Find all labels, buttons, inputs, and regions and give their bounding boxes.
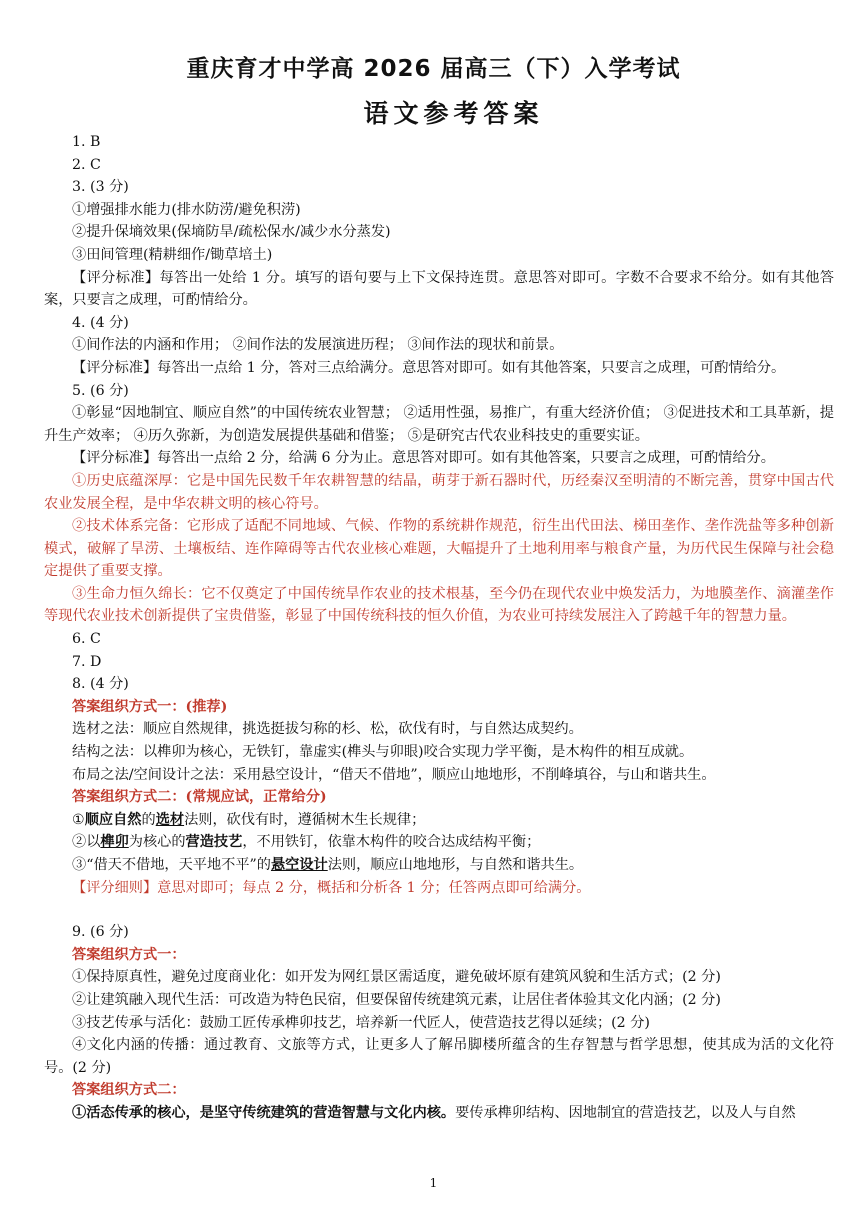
- answer-9-method-1-point-2: ②让建筑融入现代生活：可改造为特色民宿，但要保留传统建筑元素，让居住者体验其文化内涵；(2 分): [72, 991, 721, 1008]
- answer-8-method-1-point-2: 结构之法：以榫卯为核心，无铁钉，靠虚实(榫头与卯眼)咬合实现力学平衡，是木构件的相互成就。: [72, 744, 694, 761]
- answer-5-reference-2: ②技术体系完备：它形成了适配不同地域、气候、作物的系统耕作规范，衍生出代田法、梯田垄作、垄作洗盐等多种创新模式，破解了旱涝、土壤板结、连作障碍等古代农业核心难题，大幅提升了土地利用率与粮食产量，为历代民生保障与社会稳定提供了重要支撑。: [44, 518, 834, 580]
- answer-5-reference-1: ①历史底蕴深厚：它是中国先民数千年农耕智慧的结晶，萌芽于新石器时代，历经秦汉至明清的不断完善，贯穿中国古代农业发展全程，是中华农耕文明的核心符号。: [44, 472, 834, 512]
- answer-9-method-1-point-1: ①保持原真性，避免过度商业化：如开发为网红景区需适度，避免破坏原有建筑风貌和生活方式；(2 分): [72, 969, 721, 986]
- answer-8-method-1-label: 答案组织方式一：(推荐): [72, 698, 228, 715]
- answer-9-method-2-label: 答案组织方式二：: [72, 1082, 186, 1099]
- answer-9-method-1-point-3: ③技艺传承与活化：鼓励工匠传承榫卯技艺，培养新一代匠人，使营造技艺得以延续；(2 分): [72, 1014, 650, 1031]
- answer-3-point-2: ②提升保墒效果(保墒防旱/疏松保水/减少水分蒸发): [72, 224, 391, 241]
- answer-9-heading: 9. (6 分): [72, 924, 129, 941]
- page-subtitle: 语文参考答案: [363, 99, 544, 128]
- answer-9-method-1-label: 答案组织方式一：: [72, 946, 186, 963]
- spacer: [44, 899, 834, 921]
- answer-6: 6. C: [72, 631, 101, 648]
- answer-4-heading: 4. (4 分): [72, 314, 129, 331]
- answer-5-points: ①彰显“因地制宜、顺应自然”的中国传统农业智慧； ②适用性强，易推广，有重大经济价值； ③促进技术和工具革新，提升生产效率； ④历久弥新，为创造发展提供基础和借鉴； ⑤是研究古代农业科技史的重要实证。: [44, 405, 834, 444]
- answer-1: 1. B: [72, 134, 101, 150]
- answer-3-point-1: ①增强排水能力(排水防涝/避免积涝): [72, 201, 301, 218]
- answer-3-point-3: ③田间管理(精耕细作/锄草培土): [72, 246, 273, 263]
- answer-8-method-1-point-1: 选材之法：顺应自然规律，挑选挺拔匀称的杉、松，砍伐有时，与自然达成契约。: [72, 721, 583, 738]
- answer-body: [44, 131, 834, 1125]
- answer-2: 2. C: [72, 156, 101, 173]
- answer-8-method-2-point-2: ②以榫卯为核心的营造技艺，不用铁钉，依靠木构件的咬合达成结构平衡；: [72, 834, 541, 851]
- answer-9-method-2-point-1: ①活态传承的核心，是坚守传统建筑的营造智慧与文化内核。要传承榫卯结构、因地制宜的营造技艺，以及人与自然: [72, 1104, 796, 1121]
- answer-3-scoring: 【评分标准】每答出一处给 1 分。填写的语句要与上下文保持连贯。意思答对即可。字数不合要求不给分。如有其他答案，只要言之成理，可酌情给分。: [44, 269, 834, 309]
- answer-8-method-2-label: 答案组织方式二：(常规应试，正常给分): [72, 789, 327, 806]
- answer-5-heading: 5. (6 分): [72, 382, 129, 399]
- answer-4-points: ①间作法的内涵和作用； ②间作法的发展演进历程； ③间作法的现状和前景。: [72, 337, 564, 354]
- page-number: 1: [429, 1176, 438, 1190]
- page-title: 重庆育才中学高 2026 届高三（下）入学考试: [186, 56, 681, 82]
- answer-8-method-2-point-3: ③“借天不借地，天平地不平”的悬空设计法则，顺应山地地形，与自然和谐共生。: [72, 857, 584, 873]
- answer-8-method-1-point-3: 布局之法/空间设计之法：采用悬空设计，“借天不借地”，顺应山地地形，不削峰填谷，与山和谐共生。: [72, 766, 716, 783]
- answer-5-reference-3: ③生命力恒久绵长：它不仅奠定了中国传统旱作农业的技术根基，至今仍在现代农业中焕发活力，为地膜垄作、滴灌垄作等现代农业技术创新提供了宝贵借鉴，彰显了中国传统科技的恒久价值，为农业可持续发展注入了跨越千年的智慧力量。: [44, 585, 834, 625]
- answer-4-scoring: 【评分标准】每答出一点给 1 分，答对三点给满分。意思答对即可。如有其他答案，只要言之成理，可酌情给分。: [72, 359, 786, 376]
- answer-9-method-1-point-4: ④文化内涵的传播：通过教育、文旅等方式，让更多人了解吊脚楼所蕴含的生存智慧与哲学思想，使其成为活的文化符号。(2 分): [44, 1037, 834, 1076]
- answer-7: 7. D: [72, 653, 102, 670]
- answer-8-scoring: 【评分细则】意思对即可；每点 2 分，概括和分析各 1 分；任答两点即可给满分。: [72, 879, 591, 896]
- answer-8-method-2-point-1: ①顺应自然的选材法则，砍伐有时，遵循树木生长规律；: [72, 811, 426, 828]
- answer-8-heading: 8. (4 分): [72, 676, 129, 693]
- answer-5-scoring: 【评分标准】每答出一点给 2 分，给满 6 分为止。意思答对即可。如有其他答案，只要言之成理，可酌情给分。: [72, 450, 775, 467]
- answer-3-heading: 3. (3 分): [72, 179, 129, 196]
